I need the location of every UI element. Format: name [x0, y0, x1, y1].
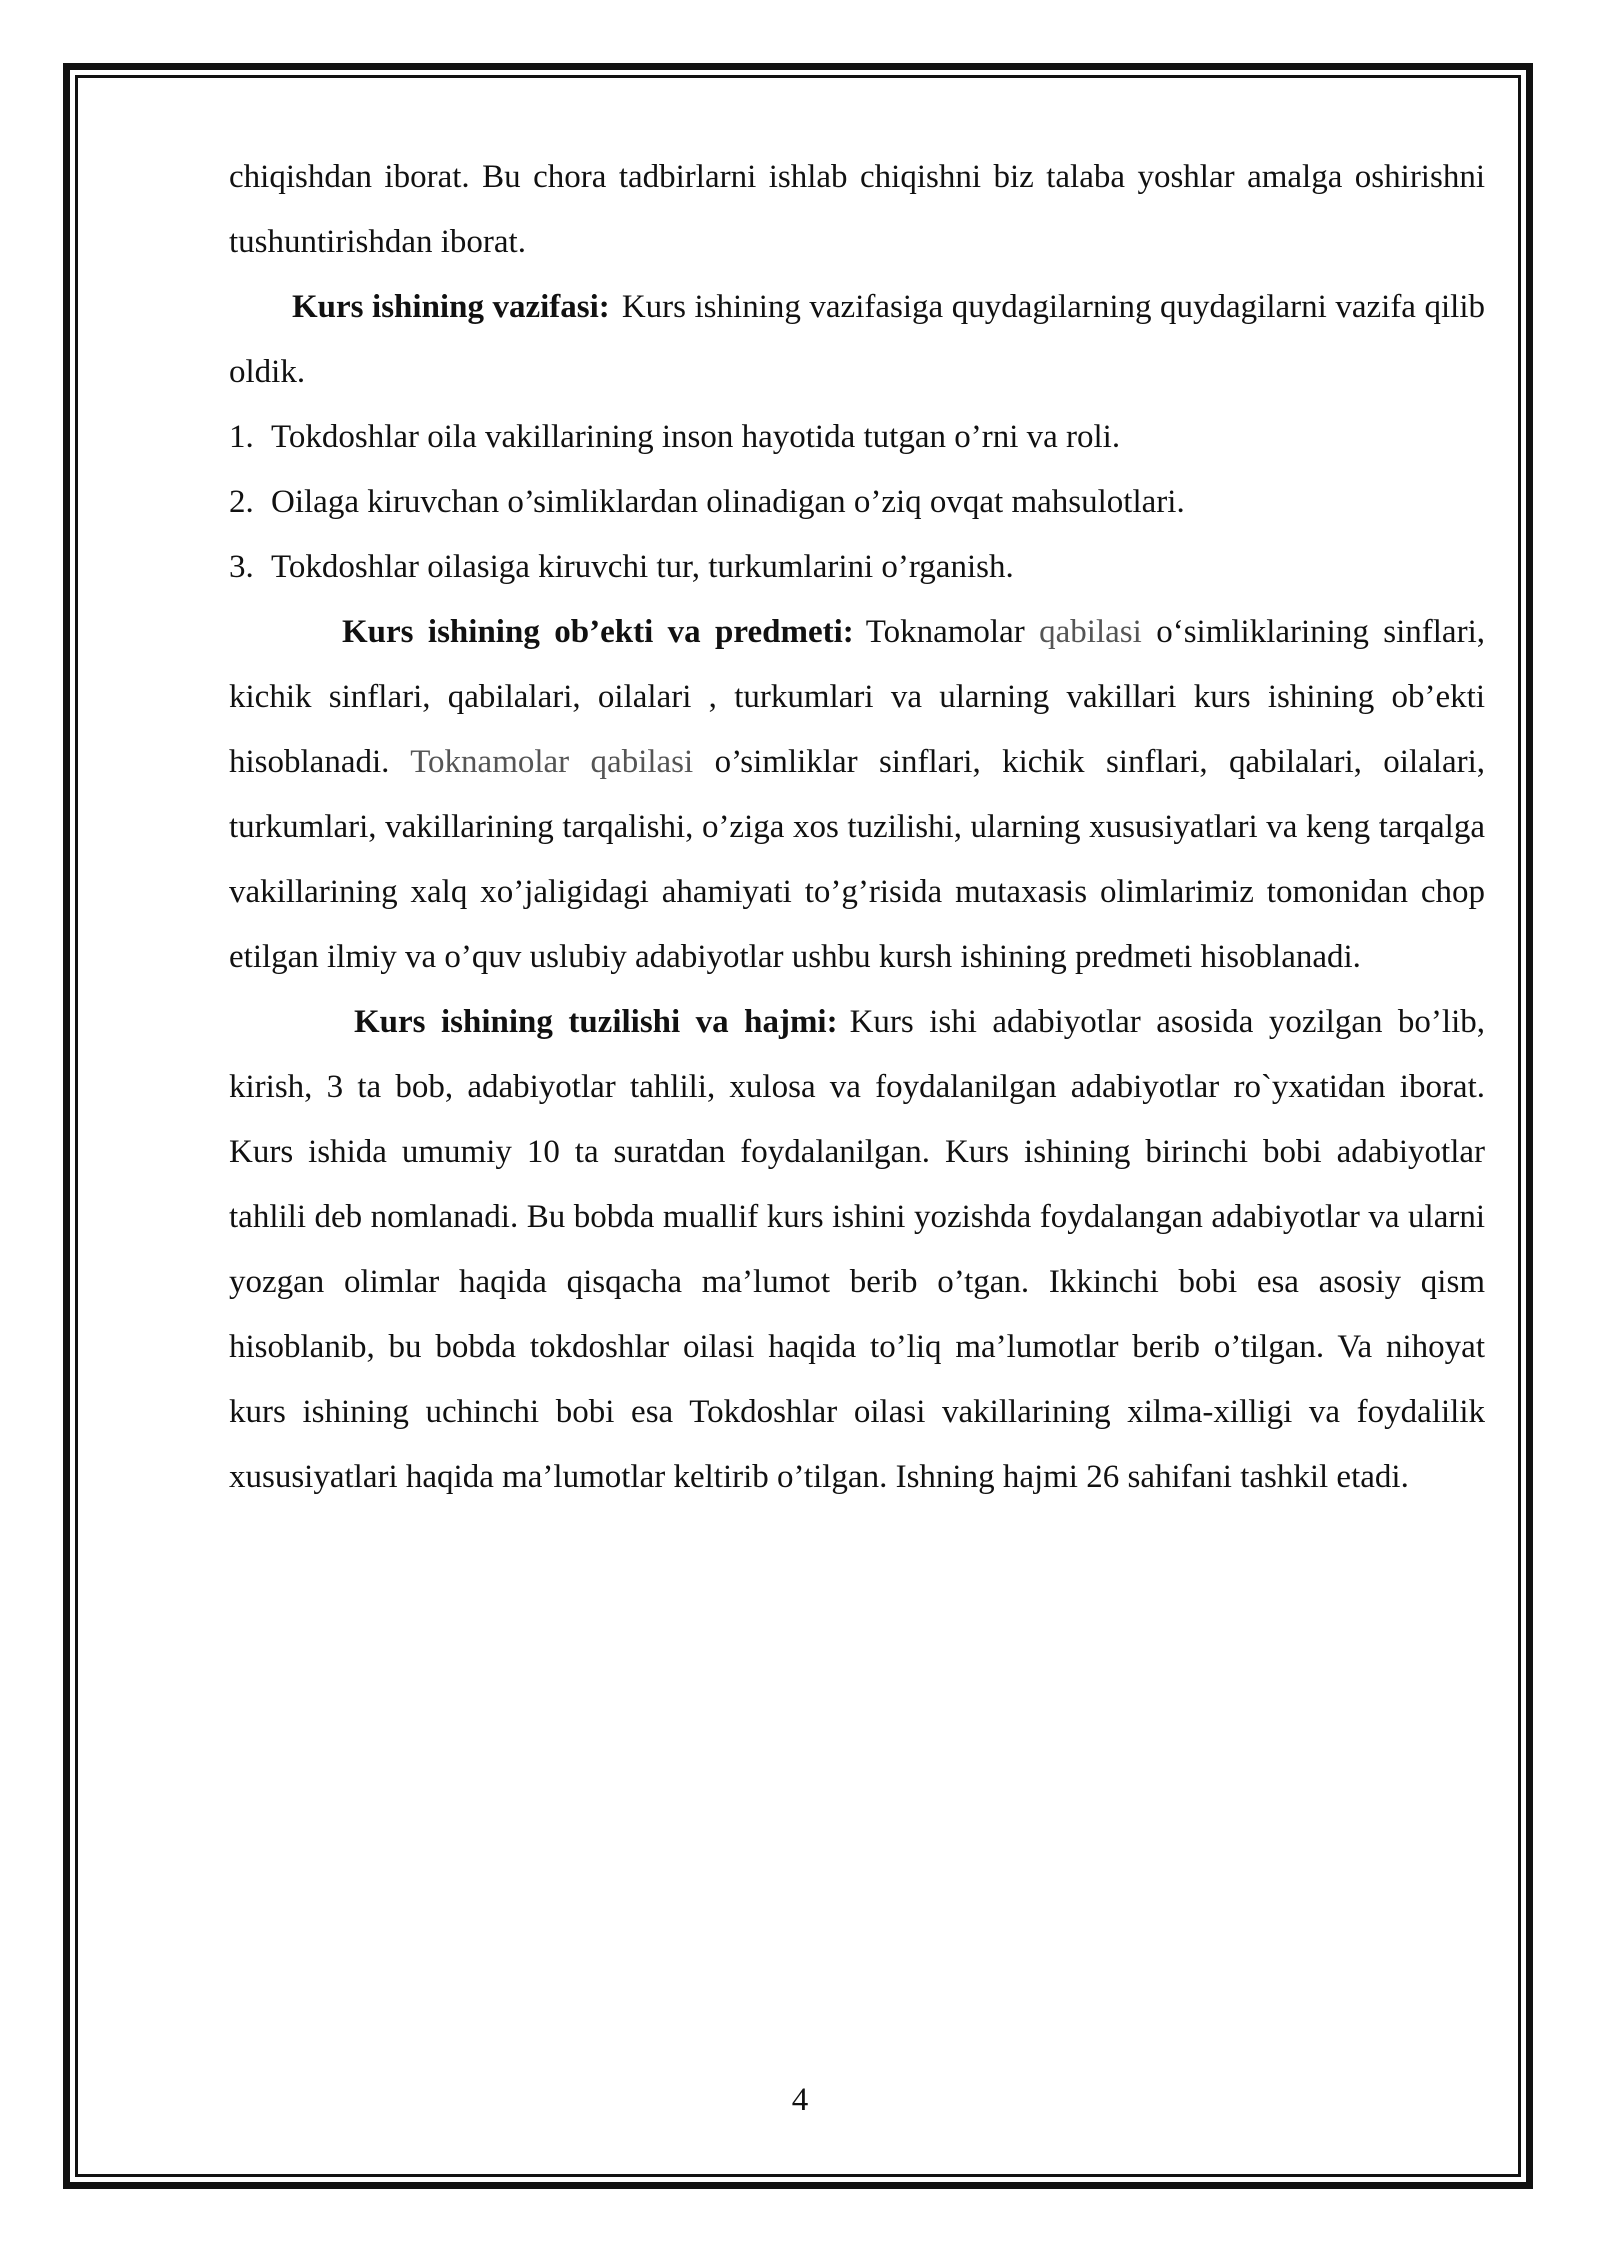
- obekti-text-d: o’simliklar sinflari, kichik sinflari, qabilalari, oilalari, turkumlari, vakillarining tarqalishi, o’ziga xos tuzilishi, ularning xususiyatlari va keng tarqalga vakillarining xalq xo’jaligidagi ahamiyati to’g’risida mutaxasis olimlarimiz tomonidan chop etilgan ilmiy va o’quv uslubiy adabiyotlar ushbu kursh ishining predmeti hisoblanadi.: [229, 744, 1486, 975]
- tuzilishi-text: Kurs ishi adabiyotlar asosida yozilgan bo’lib, kirish, 3 ta bob, adabiyotlar tahlili, xulosa va foydalanilgan adabiyotlar ro`yxatidan iborat. Kurs ishida umumiy 10 ta suratdan foydalanilgan. Kurs ishining birinchi bobi adabiyotlar tahlili deb nomlanadi. Bu bobda muallif kurs ishini yozishda foydalangan adabiyotlar va ularni yozgan olimlar haqida qisqacha ma’lumot berib o’tgan. Ikkinchi bobi esa asosiy qism hisoblanib, bu bobda tokdoshlar oilasi haqida to’liq ma’lumotlar berib o’tilgan. Va nihoyat kurs ishining uchinchi bobi esa Tokdoshlar oilasi vakillarining xilma-xilligi va foydalilik xususiyatlari haqida ma’lumotlar keltirib o’tilgan. Ishning hajmi 26 sahifani tashkil etadi.: [229, 1004, 1485, 1495]
- tuzilishi-paragraph: [229, 990, 1485, 1510]
- list-item: [229, 470, 1485, 535]
- vazifasi-paragraph: [229, 275, 1485, 405]
- list-item-number: 1.: [229, 419, 254, 455]
- obekti-paragraph: [229, 600, 1485, 990]
- list-item-text: Tokdoshlar oila vakillarining inson hayotida tutgan o’rni va roli.: [271, 419, 1121, 455]
- obekti-text-b: o‘simliklarining sinflari, kichik sinflari, qabilalari, oilalari , turkumlari va ularning vakillari kurs ishining ob’ekti hisoblanadi.: [229, 614, 1485, 780]
- list-item-number: 3.: [229, 549, 254, 585]
- list-item-text: Tokdoshlar oilasiga kiruvchi tur, turkumlarini o’rganish.: [271, 549, 1014, 585]
- tasks-list: [229, 405, 1485, 600]
- list-item-number: 2.: [229, 484, 254, 520]
- list-item-text: Oilaga kiruvchan o’simliklardan olinadigan o’ziq ovqat mahsulotlari.: [271, 484, 1185, 520]
- vazifasi-heading: Kurs ishining vazifasi:: [292, 289, 610, 325]
- vazifasi-text: Kurs ishining vazifasiga quydagilarning quydagilarni vazifa qilib oldik.: [229, 289, 1485, 390]
- list-item: [229, 405, 1485, 470]
- obekti-heading: Kurs ishining ob’ekti va predmeti:: [342, 614, 854, 650]
- list-item: [229, 535, 1485, 600]
- page-number: 4: [791, 2082, 809, 2118]
- obekti-text-a: Toknamolar: [865, 614, 1040, 650]
- tuzilishi-heading: Kurs ishining tuzilishi va hajmi:: [354, 1004, 838, 1040]
- obekti-text-a-muted: qabilasi: [1039, 614, 1142, 650]
- intro-paragraph: chiqishdan iborat. Bu chora tadbirlarni ishlab chiqishni biz talaba yoshlar amalga oshirishni tushuntirishdan iborat.: [229, 159, 1485, 260]
- obekti-text-c-muted: Toknamolar qabilasi: [410, 744, 694, 780]
- document-body: [229, 145, 1485, 1510]
